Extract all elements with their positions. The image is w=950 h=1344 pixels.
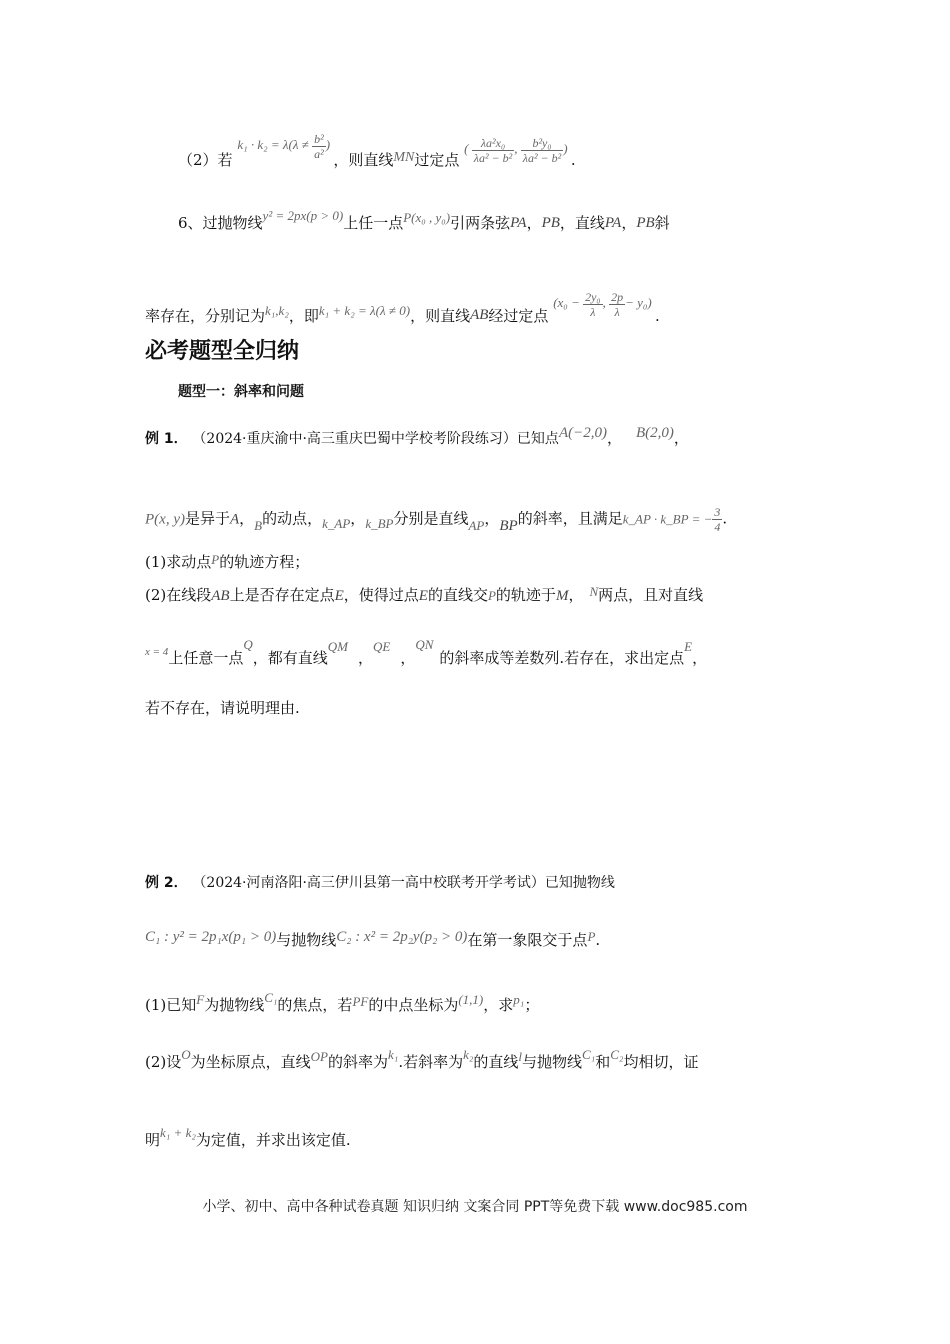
text: ，都有直线 — [252, 649, 328, 667]
math-k2: k₂ — [463, 1047, 474, 1062]
denominator: 4 — [714, 520, 721, 534]
denominator: λ — [590, 305, 596, 319]
math-text: − y₀) — [625, 295, 652, 311]
text: 为抛物线 — [204, 996, 265, 1014]
denominator: λa² − b² — [473, 151, 513, 165]
text: 在第一象限交于点 — [467, 931, 588, 949]
math-e: E — [684, 639, 693, 654]
text: (2)在线段 — [145, 586, 212, 604]
text: 的轨迹方程； — [219, 553, 310, 571]
math-qe: QE — [372, 639, 391, 654]
text: ， — [606, 429, 622, 447]
math-slope-sum: k₁ + k₂ = λ(λ ≠ 0) — [318, 303, 411, 319]
math-b: B — [254, 517, 263, 533]
text: 两点，且对直线 — [598, 586, 704, 604]
math-midpoint: (1,1) — [458, 992, 484, 1007]
text: ， — [692, 649, 708, 667]
text: (2)设 — [145, 1053, 182, 1071]
text: ， — [568, 586, 584, 604]
math-mn: MN — [393, 150, 415, 166]
math-bp: BP — [499, 517, 518, 534]
math-c2: C₂ : x² = 2p₂y(p₂ > 0) — [336, 929, 468, 945]
math-line-x4: x = 4 — [145, 646, 169, 658]
math-k-sum: k₁ + k₂ — [160, 1125, 196, 1140]
math-k-bp: k_BP — [365, 515, 394, 531]
text: ，求 — [483, 996, 514, 1014]
subsection-title: 题型一：斜率和问题 — [178, 384, 304, 400]
math-k-ap: k_AP — [322, 515, 351, 531]
text: 分别是直线 — [393, 509, 469, 528]
text: . — [570, 151, 576, 170]
text: 斜 — [654, 214, 670, 232]
text: 上是否存在定点 — [229, 586, 335, 604]
numerator: 2y₀ — [585, 290, 601, 304]
math-o: O — [181, 1047, 191, 1062]
text: 引两条弦 — [450, 214, 511, 232]
math-c1: C₁ — [582, 1047, 596, 1062]
math-pb: PB — [541, 215, 560, 231]
math-l: l — [518, 1049, 523, 1064]
text: 的动点， — [262, 509, 323, 528]
math-p1: p₁ — [513, 992, 525, 1007]
math-text: k₁ · k₂ = λ(λ ≠ — [237, 137, 309, 153]
math-ab: AB — [211, 588, 230, 604]
fraction — [312, 132, 326, 161]
text: .若斜率为 — [398, 1053, 464, 1071]
text: ， — [400, 649, 416, 667]
example-label: 例 2． — [145, 875, 188, 891]
text: 的焦点，若 — [277, 996, 353, 1014]
math-text: , — [602, 295, 606, 311]
denominator: λ — [614, 305, 620, 319]
text: . — [655, 307, 660, 326]
text: 的直线 — [473, 1053, 519, 1071]
text: ， — [484, 509, 500, 528]
math-p: P — [211, 552, 220, 567]
conclusion6-line1 — [178, 210, 670, 231]
text: 的斜率为 — [328, 1053, 389, 1071]
text: 经过定点 — [488, 307, 549, 326]
math-point-b: B(2,0) — [635, 425, 674, 441]
example1-line1 — [145, 425, 689, 449]
math-text: , — [514, 141, 518, 157]
text: 的中点坐标为 — [368, 996, 459, 1014]
text: 和 — [595, 1053, 611, 1071]
text: ，则直线 — [410, 307, 471, 326]
text: ； — [524, 996, 540, 1014]
text: ，则直线 — [333, 151, 394, 170]
math-p: P — [487, 588, 496, 603]
example-label: 例 1． — [145, 431, 188, 447]
math-pa: PA — [510, 215, 527, 231]
fraction — [712, 505, 722, 534]
math-e: E — [334, 588, 344, 604]
fraction — [583, 290, 603, 319]
math-e: E — [418, 588, 428, 604]
text: ， — [673, 429, 689, 447]
math-k1: k₁ — [388, 1047, 399, 1062]
text: 的斜率，且满足 — [517, 509, 623, 528]
math-f: F — [196, 992, 205, 1007]
conclusion6-line2 — [145, 290, 660, 326]
section-title: 必考题型全归纳 — [145, 339, 300, 364]
example2-question2 — [145, 1047, 699, 1073]
denominator: a² — [314, 147, 324, 161]
math-fixed-point — [553, 290, 655, 319]
math-m: M — [555, 588, 569, 604]
math-pa: PA — [604, 215, 622, 231]
example1-line5: 若不存在，请说明理由. — [145, 699, 300, 717]
example2-line2 — [145, 930, 600, 951]
example1-question2 — [145, 585, 703, 606]
text: ，直线 — [559, 214, 605, 232]
math-text: ) — [325, 137, 331, 153]
text: （2024·重庆渝中·高三重庆巴蜀中学校考阶段练习）已知点 — [192, 431, 559, 447]
example2-line1 — [145, 872, 615, 893]
text: ， — [350, 509, 366, 528]
example1-line2 — [145, 505, 727, 534]
math-a: A — [229, 511, 240, 528]
example1-question1 — [145, 552, 309, 573]
numerator: b² — [314, 132, 324, 146]
numerator: 2p — [611, 290, 624, 304]
math-c1: C₁ — [264, 990, 278, 1005]
text: . — [722, 509, 728, 528]
math-fixed-point — [464, 136, 571, 165]
math-q: Q — [243, 637, 253, 652]
math-c2: C₂ — [610, 1047, 624, 1062]
math-n: N — [589, 584, 599, 599]
text: （2024·河南洛阳·高三伊川县第一高中校联考开学考试）已知抛物线 — [192, 875, 615, 891]
math-text: ) — [563, 141, 568, 157]
text: 为定值，并求出该定值. — [195, 1131, 351, 1149]
text: 明 — [145, 1131, 161, 1149]
example2-line4 — [145, 1125, 351, 1151]
math-slopes: k₁,k₂ — [265, 303, 289, 319]
text: ， — [239, 509, 255, 528]
text: (1)求动点 — [145, 553, 212, 571]
math-ap: AP — [468, 517, 485, 533]
math-point-a: A(−2,0) — [558, 425, 607, 441]
text: 过定点 — [414, 151, 460, 170]
math-slope-product: k_AP · k_BP = − — [622, 511, 713, 527]
text: 的直线交 — [427, 586, 488, 604]
text: (1)已知 — [145, 996, 197, 1014]
math-op: OP — [310, 1049, 328, 1064]
math-pf: PF — [352, 994, 369, 1009]
text: 为坐标原点，直线 — [190, 1053, 311, 1071]
text: 与抛物线 — [522, 1053, 583, 1071]
math-text: (x₀ − — [553, 295, 580, 311]
text: 均相切，证 — [623, 1053, 699, 1071]
text: 是异于 — [184, 509, 230, 528]
math-c1: C₁ : y² = 2p₁x(p₁ > 0) — [145, 929, 277, 945]
text: （2）若 — [178, 151, 233, 170]
text: 6、过抛物线 — [178, 214, 263, 232]
math-qn: QN — [415, 637, 434, 652]
example2-question1 — [145, 990, 540, 1016]
example1-line4 — [145, 637, 708, 670]
text: ，即 — [288, 307, 319, 326]
math-point-p: P(x, y) — [145, 511, 185, 528]
fraction — [472, 136, 518, 165]
text: 的轨迹于 — [495, 586, 556, 604]
text: ， — [526, 214, 542, 232]
numerator: λa²x₀ — [472, 136, 515, 151]
conclusion5-part2 — [178, 132, 576, 170]
fraction — [609, 290, 625, 319]
footer-promo: 小学、初中、高中各种试卷真题 知识归纳 文案合同 PPT等免费下载 www.doc985.com — [202, 1199, 748, 1215]
math-text: ( — [464, 141, 469, 157]
text: 上任意一点 — [168, 649, 244, 667]
math-condition — [237, 132, 333, 161]
text: ， — [621, 214, 637, 232]
fraction — [521, 136, 564, 165]
math-qm: QM — [327, 639, 348, 654]
text: ， — [357, 649, 373, 667]
math-point: P(x₀ , y₀) — [403, 210, 451, 225]
text: 上任一点 — [343, 214, 404, 232]
text: 率存在，分别记为 — [145, 307, 266, 326]
math-p: P — [587, 929, 596, 944]
math-pb: PB — [636, 215, 655, 231]
text: . — [595, 931, 601, 949]
text: 的斜率成等差数列.若存在，求出定点 — [439, 649, 685, 667]
math-ab: AB — [470, 307, 489, 324]
denominator: λa² − b² — [522, 151, 562, 165]
numerator: 3 — [714, 505, 721, 519]
numerator: b²y₀ — [521, 136, 564, 151]
text: 与抛物线 — [276, 931, 337, 949]
text: ，使得过点 — [343, 586, 419, 604]
math-parabola: y² = 2px(p > 0) — [262, 208, 344, 223]
